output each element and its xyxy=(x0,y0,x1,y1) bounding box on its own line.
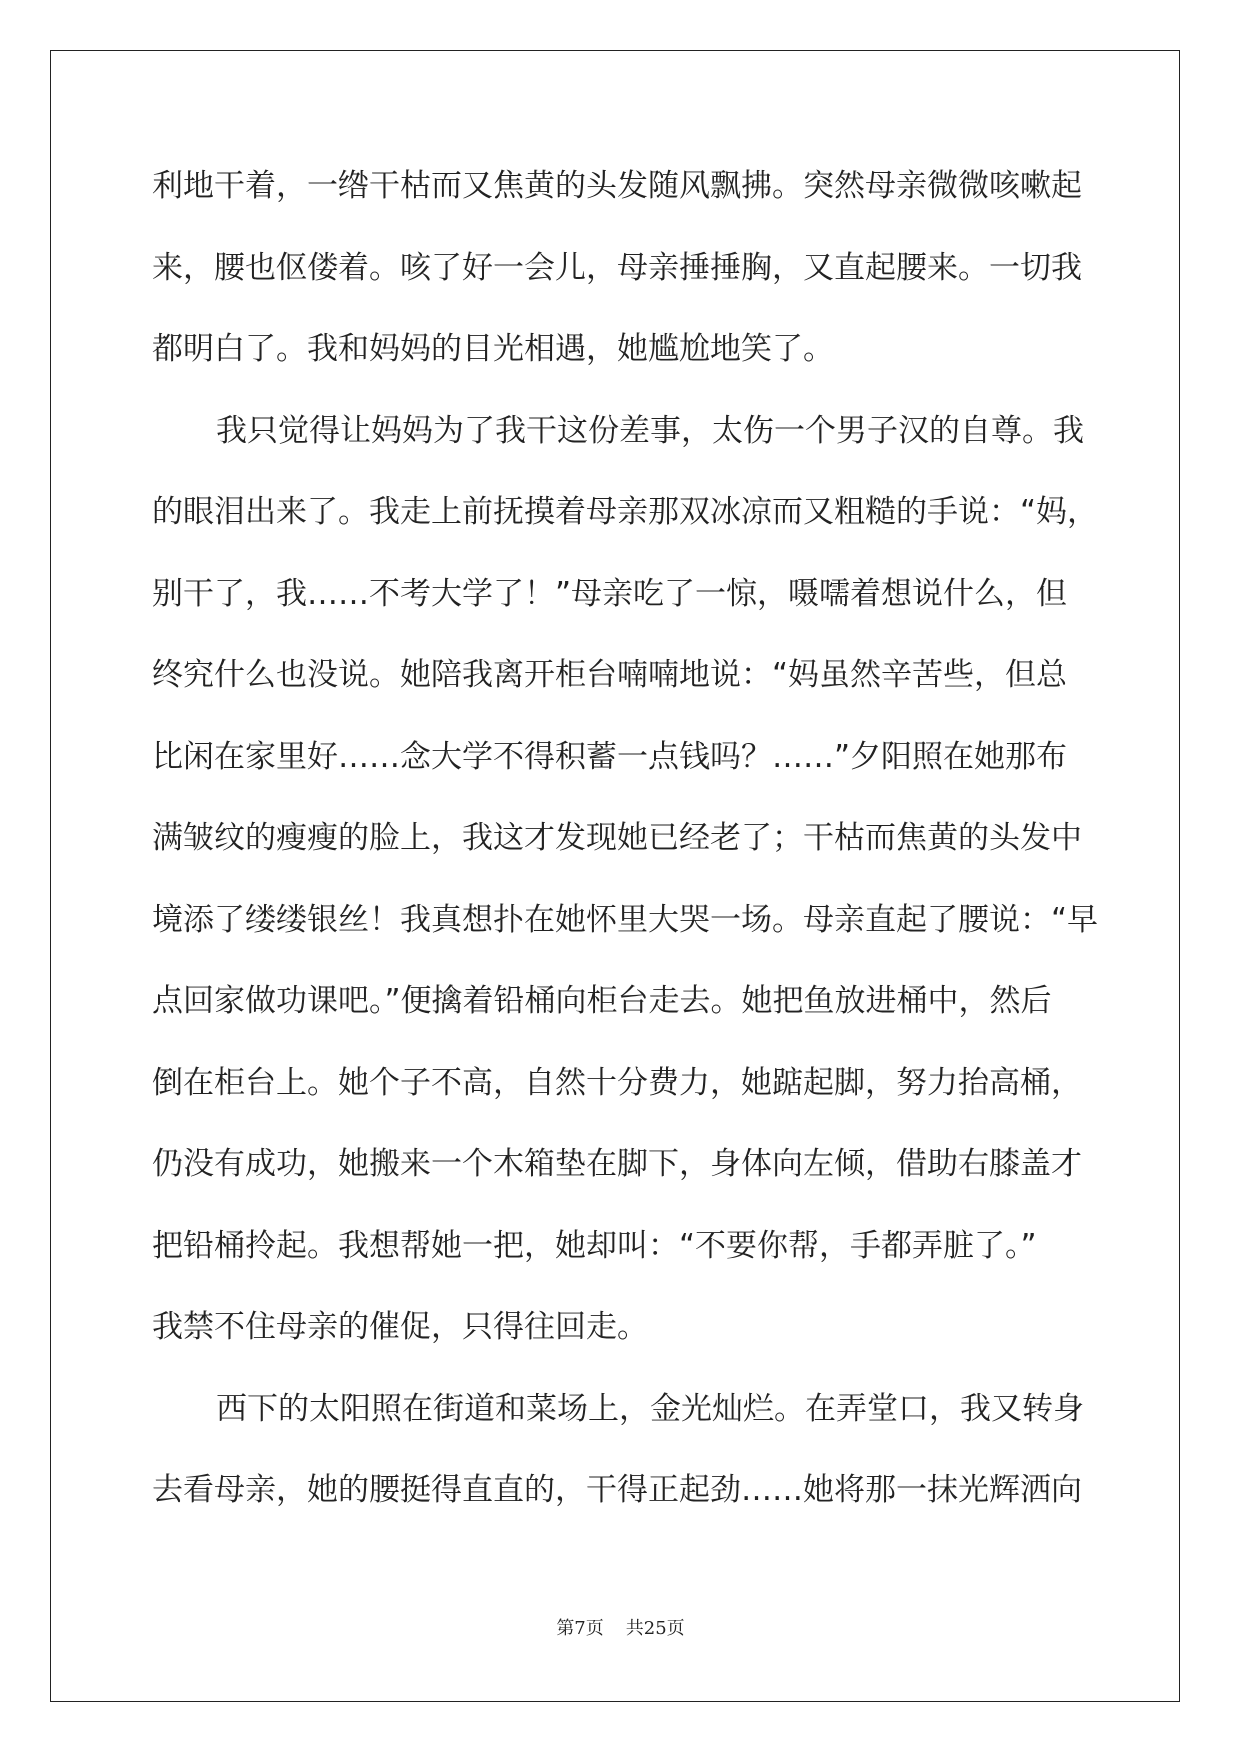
document-body xyxy=(152,168,1099,1554)
text-line: 把铅桶拎起。我想帮她一把，她却叫：“不要你帮，手都弄脏了。” xyxy=(152,1227,1037,1264)
page-footer xyxy=(0,1614,1241,1640)
page-total: 共25页 xyxy=(625,1618,685,1639)
text-line: 境添了缕缕银丝！我真想扑在她怀里大哭一场。母亲直起了腰说：“早 xyxy=(152,901,1099,938)
paragraph-start-line: 我只觉得让妈妈为了我干这份差事，太伤一个男子汉的自尊。我 xyxy=(216,412,1084,449)
text-line: 点回家做功课吧。”便擒着铅桶向柜台走去。她把鱼放进桶中，然后 xyxy=(152,983,1052,1019)
text-line: 终究什么也没说。她陪我离开柜台喃喃地说：“妈虽然辛苦些，但总 xyxy=(152,657,1068,693)
text-line: 都明白了。我和妈妈的目光相遇，她尴尬地笑了。 xyxy=(152,331,834,367)
paragraph-start-line: 西下的太阳照在街道和菜场上，金光灿烂。在弄堂口，我又转身 xyxy=(216,1390,1084,1427)
text-line: 去看母亲，她的腰挺得直直的，干得正起劲……她将那一抹光辉洒向 xyxy=(152,1472,1082,1508)
text-line: 的眼泪出来了。我走上前抚摸着母亲那双冰凉而又粗糙的手说：“妈， xyxy=(152,494,1099,530)
text-line: 比闲在家里好……念大学不得积蓄一点钱吗？……”夕阳照在她那布 xyxy=(152,738,1068,775)
text-line: 来，腰也伛偻着。咳了好一会儿，母亲捶捶胸，又直起腰来。一切我 xyxy=(152,249,1082,286)
text-line: 别干了，我……不考大学了！”母亲吃了一惊，嗫嚅着想说什么，但 xyxy=(152,575,1068,612)
text-line: 利地干着，一绺干枯而又焦黄的头发随风飘拂。突然母亲微微咳嗽起 xyxy=(152,168,1082,204)
text-line: 倒在柜台上。她个子不高，自然十分费力，她踮起脚，努力抬高桶， xyxy=(152,1064,1082,1101)
text-line: 我禁不住母亲的催促，只得往回走。 xyxy=(152,1309,648,1345)
text-line: 仍没有成功，她搬来一个木箱垫在脚下，身体向左倾，借助右膝盖才 xyxy=(152,1146,1082,1182)
page-number: 第7页 xyxy=(556,1618,604,1639)
text-line: 满皱纹的瘦瘦的脸上，我这才发现她已经老了；干枯而焦黄的头发中 xyxy=(152,820,1082,856)
